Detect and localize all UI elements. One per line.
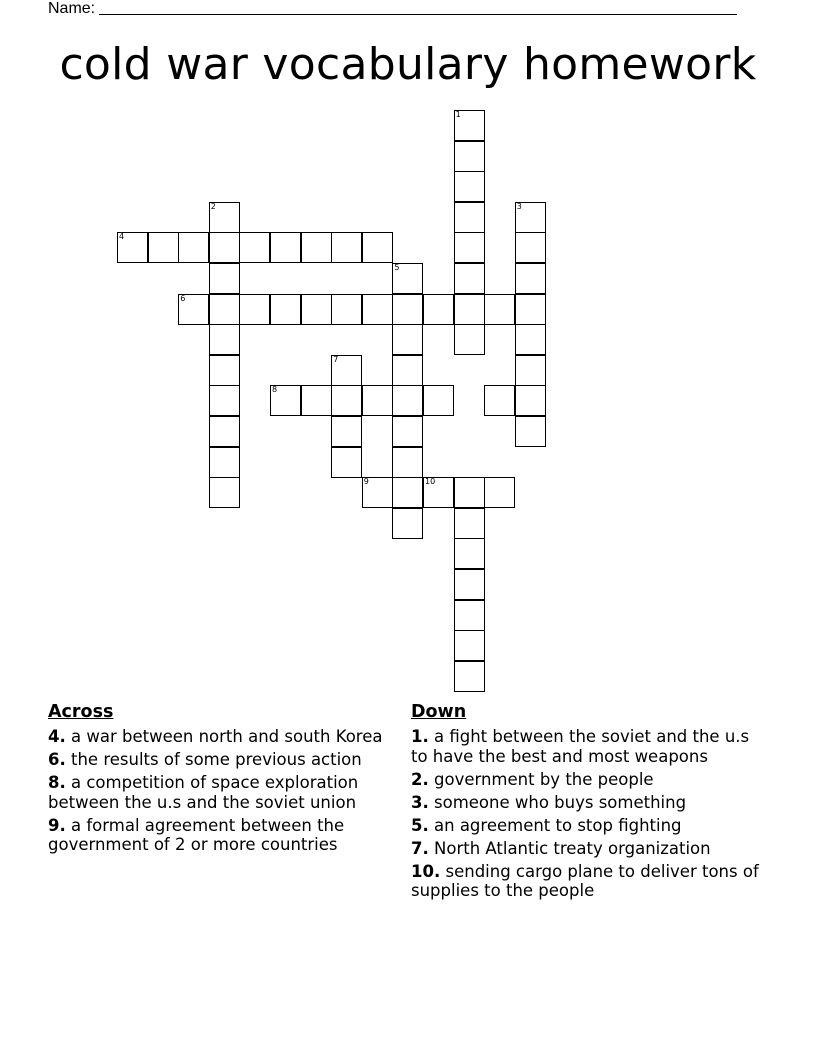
grid-cell[interactable] [515, 202, 546, 233]
grid-cell[interactable] [270, 385, 301, 416]
grid-cell[interactable] [423, 385, 454, 416]
grid-cell[interactable] [454, 630, 485, 661]
grid-cell[interactable] [209, 385, 240, 416]
grid-cell[interactable] [484, 385, 515, 416]
cell-number: 7 [333, 354, 339, 364]
grid-cell[interactable] [515, 355, 546, 386]
grid-cell[interactable] [209, 263, 240, 294]
grid-cell[interactable] [454, 171, 485, 202]
cell-number: 5 [394, 263, 400, 272]
grid-cell[interactable] [270, 232, 301, 263]
clue-number: 3. [411, 792, 429, 812]
grid-cell[interactable] [209, 477, 240, 508]
clue-text: sending cargo plane to deliver tons of supplies to the people [411, 861, 759, 900]
grid-cell[interactable] [362, 477, 393, 508]
grid-cell[interactable] [515, 263, 546, 294]
clue-text: a fight between the soviet and the u.s to have the best and most weapons [411, 727, 750, 766]
clue-across [48, 773, 398, 812]
grid-cell[interactable] [331, 447, 362, 478]
grid-cell[interactable] [331, 355, 362, 386]
clue-number: 5. [411, 815, 429, 835]
grid-cell[interactable] [392, 416, 423, 447]
clue-text: a formal agreement between the government of 2 or more countries [48, 815, 345, 854]
grid-cell[interactable] [301, 232, 332, 263]
grid-cell[interactable] [301, 294, 332, 325]
clue-text: an agreement to stop fighting [434, 815, 682, 835]
grid-cell[interactable] [178, 294, 209, 325]
grid-cell[interactable] [454, 477, 485, 508]
grid-cell[interactable] [454, 600, 485, 631]
cell-number: 6 [180, 293, 186, 303]
grid-cell[interactable] [454, 661, 485, 692]
grid-cell[interactable] [239, 294, 270, 325]
down-heading: Down [411, 702, 467, 722]
clue-down [411, 839, 761, 859]
cell-number: 10 [425, 477, 436, 487]
grid-cell[interactable] [362, 385, 393, 416]
clue-text: North Atlantic treaty organization [434, 838, 711, 858]
clue-across [48, 750, 398, 770]
grid-cell[interactable] [209, 232, 240, 263]
grid-cell[interactable] [392, 385, 423, 416]
clue-text: someone who buys something [434, 792, 687, 812]
clue-number: 6. [48, 750, 66, 769]
grid-cell[interactable] [178, 232, 209, 263]
grid-cell[interactable] [454, 538, 485, 569]
grid-cell[interactable] [209, 447, 240, 478]
clue-number: 10. [411, 861, 441, 881]
grid-cell[interactable] [392, 263, 423, 294]
grid-cell[interactable] [331, 232, 362, 263]
grid-cell[interactable] [392, 294, 423, 325]
grid-cell[interactable] [331, 385, 362, 416]
clue-number: 7. [411, 838, 429, 858]
clue-number: 2. [411, 769, 429, 789]
clue-number: 4. [48, 727, 66, 746]
grid-cell[interactable] [392, 477, 423, 508]
name-label: Name: [48, 0, 96, 17]
grid-cell[interactable] [454, 141, 485, 172]
grid-cell[interactable] [423, 477, 454, 508]
grid-cell[interactable] [392, 324, 423, 355]
grid-cell[interactable] [454, 508, 485, 539]
clue-number: 1. [411, 727, 429, 746]
grid-cell[interactable] [392, 447, 423, 478]
grid-cell[interactable] [209, 416, 240, 447]
grid-cell[interactable] [454, 202, 485, 233]
clue-down [411, 793, 761, 813]
clue-text: the results of some previous action [71, 750, 362, 769]
grid-cell[interactable] [209, 324, 240, 355]
clue-down [411, 862, 761, 901]
grid-cell[interactable] [454, 569, 485, 600]
cell-number: 1 [455, 110, 461, 119]
grid-cell[interactable] [454, 294, 485, 325]
clue-down [411, 770, 761, 790]
clue-text: a competition of space exploration between the u.s and the soviet union [48, 773, 359, 812]
grid-cell[interactable] [484, 294, 515, 325]
grid-cell[interactable] [117, 232, 148, 263]
grid-cell[interactable] [454, 324, 485, 355]
grid-cell[interactable] [515, 294, 546, 325]
grid-cell[interactable] [484, 477, 515, 508]
grid-cell[interactable] [454, 263, 485, 294]
across-heading: Across [48, 702, 114, 722]
cell-number: 3 [516, 201, 522, 211]
clue-text: government by the people [434, 769, 654, 789]
grid-cell[interactable] [392, 355, 423, 386]
grid-cell[interactable] [362, 232, 393, 263]
grid-cell[interactable] [392, 508, 423, 539]
grid-cell[interactable] [301, 385, 332, 416]
grid-cell[interactable] [239, 232, 270, 263]
grid-cell[interactable] [209, 355, 240, 386]
clue-across [48, 816, 398, 855]
cell-number: 2 [210, 201, 216, 211]
clue-down [411, 816, 761, 836]
clue-number: 8. [48, 773, 66, 792]
grid-cell[interactable] [454, 110, 485, 141]
grid-cell[interactable] [331, 416, 362, 447]
clue-number: 9. [48, 815, 66, 835]
grid-cell[interactable] [148, 232, 179, 263]
grid-cell[interactable] [515, 416, 546, 447]
page-title: cold war vocabulary homework [59, 39, 757, 90]
cell-number: 8 [272, 385, 278, 395]
cell-number: 9 [363, 477, 369, 487]
grid-cell[interactable] [209, 202, 240, 233]
grid-cell[interactable] [270, 294, 301, 325]
grid-cell[interactable] [362, 294, 393, 325]
clue-down [411, 727, 761, 766]
down-clues [411, 701, 761, 904]
grid-cell[interactable] [515, 385, 546, 416]
grid-cell[interactable] [454, 232, 485, 263]
clue-across [48, 727, 398, 747]
grid-cell[interactable] [515, 232, 546, 263]
grid-cell[interactable] [423, 294, 454, 325]
cell-number: 4 [119, 232, 125, 242]
grid-cell[interactable] [515, 324, 546, 355]
across-clues [48, 701, 398, 858]
grid-cell[interactable] [331, 294, 362, 325]
clue-text: a war between north and south Korea [71, 727, 383, 746]
grid-cell[interactable] [209, 294, 240, 325]
